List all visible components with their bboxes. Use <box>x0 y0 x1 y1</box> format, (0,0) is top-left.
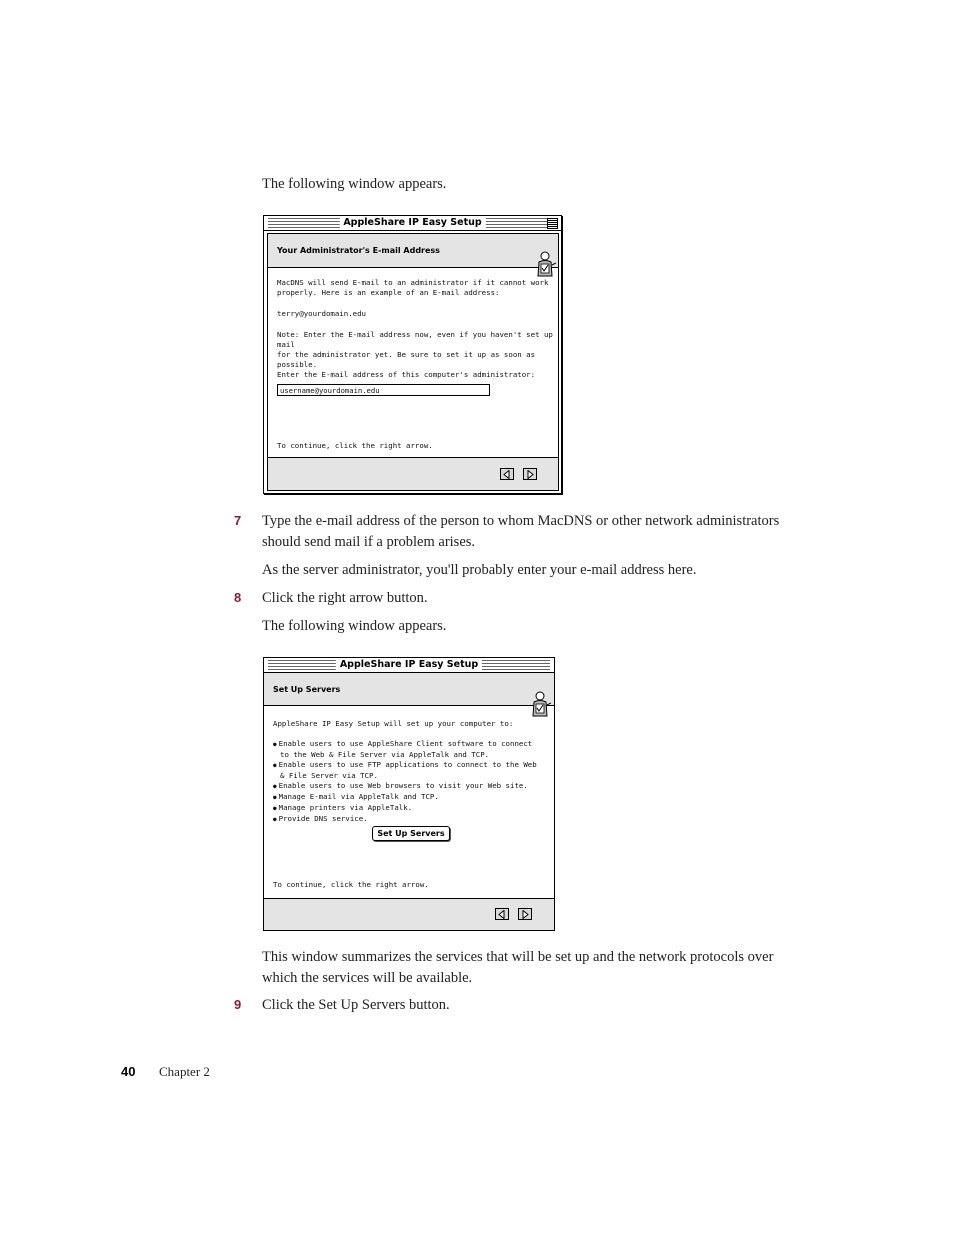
list-item: ● Provide DNS service. <box>273 814 545 825</box>
header-title: Set Up Servers <box>273 685 341 694</box>
arrow-left-icon <box>498 910 506 919</box>
header-title: Your Administrator's E-mail Address <box>277 246 440 255</box>
window-content <box>267 233 559 491</box>
setup-assistant-icon <box>534 251 556 277</box>
window-header <box>264 673 554 706</box>
email-prompt: Enter the E-mail address of this computer's administrator: <box>277 370 536 379</box>
admin-email-field[interactable] <box>277 384 490 396</box>
intro-text: The following window appears. <box>262 176 447 192</box>
arrow-right-icon <box>526 470 534 479</box>
arrow-right-icon <box>521 910 529 919</box>
list-item: ● Manage E-mail via AppleTalk and TCP. <box>273 792 545 803</box>
window-title-bar[interactable] <box>264 216 561 231</box>
step-number-7: 7 <box>234 513 242 528</box>
list-item: ● Enable users to use Web browsers to visit your Web site. <box>273 781 545 792</box>
right-arrow-button[interactable] <box>518 908 532 920</box>
services-list <box>273 739 545 825</box>
setup-assistant-icon <box>529 691 551 717</box>
set-up-servers-button[interactable]: Set Up Servers <box>372 826 450 841</box>
list-item: ● Enable users to use FTP applications to connect to the Web & File Server via TCP. <box>273 760 545 781</box>
list-item: ● Manage printers via AppleTalk. <box>273 803 545 814</box>
zoom-box-icon[interactable] <box>547 218 558 229</box>
step-8-text: Click the right arrow button. <box>262 590 428 606</box>
example-email: terry@yourdomain.edu <box>277 309 366 318</box>
window-footer <box>264 898 554 930</box>
intro-text: AppleShare IP Easy Setup will set up your computer to: <box>273 719 514 728</box>
arrow-left-icon <box>503 470 511 479</box>
right-arrow-button[interactable] <box>523 468 537 480</box>
step-7-text: Type the e-mail address of the person to whom MacDNS or other network administrators should send mail if a problem arises. <box>262 513 780 550</box>
step-8-followup: The following window appears. <box>262 618 447 634</box>
setup-servers-window <box>263 657 555 931</box>
chapter-label: Chapter 2 <box>159 1064 210 1079</box>
step-number-9: 9 <box>234 997 242 1012</box>
window-footer <box>268 457 558 490</box>
description-text: MacDNS will send E-mail to an administrator if it cannot work properly. Here is an example of an E-mail address: <box>277 278 549 297</box>
list-item: ● Enable users to use AppleShare Client software to connect to the Web & File Server via AppleTalk and TCP. <box>273 739 545 760</box>
step-number-8: 8 <box>234 590 242 605</box>
left-arrow-button[interactable] <box>495 908 509 920</box>
page-number: 40 <box>121 1064 136 1079</box>
window-title: AppleShare IP Easy Setup <box>339 216 485 230</box>
note-text: Note: Enter the E-mail address now, even if you haven't set up mail for the administrator yet. Be sure to set it up as soon as possible. <box>277 330 553 369</box>
step-7-followup: As the server administrator, you'll probably enter your e-mail address here. <box>262 562 697 578</box>
window-title: AppleShare IP Easy Setup <box>336 658 482 672</box>
left-arrow-button[interactable] <box>500 468 514 480</box>
summary-text: This window summarizes the services that will be set up and the network protocols over which the services will be available. <box>262 949 774 986</box>
continue-instruction: To continue, click the right arrow. <box>277 441 433 450</box>
window-title-bar[interactable] <box>264 658 554 673</box>
step-9-text: Click the Set Up Servers button. <box>262 997 450 1013</box>
email-setup-window <box>263 215 562 494</box>
continue-instruction: To continue, click the right arrow. <box>273 880 429 889</box>
window-header <box>268 234 558 268</box>
